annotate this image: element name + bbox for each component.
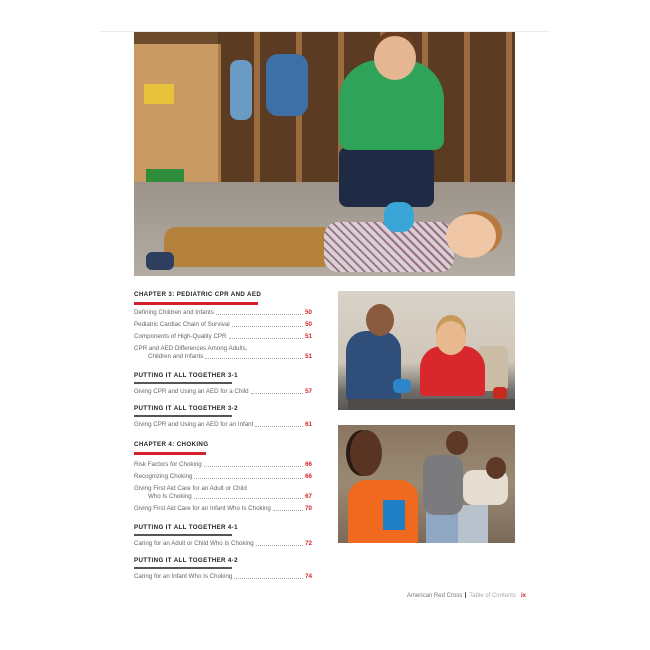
toc-entry[interactable]: Giving First Aid Care for an Infant Who Is Choking 70 <box>134 505 312 512</box>
toc-chapter-3 <box>134 291 312 305</box>
toc-entry[interactable]: Giving CPR and Using an AED for a Child 57 <box>134 388 312 395</box>
chapter-heading: CHAPTER 3: PEDIATRIC CPR AND AED <box>134 291 262 298</box>
chapter-heading: CHAPTER 4: CHOKING <box>134 441 209 448</box>
section-heading: PUTTING IT ALL TOGETHER 3-1 <box>134 372 238 379</box>
chapter-underline <box>134 302 258 305</box>
page-footer <box>362 592 526 599</box>
page-number: 67 <box>305 493 312 500</box>
toc-chapter-4 <box>134 441 312 455</box>
toc-pit-3-1 <box>134 372 312 384</box>
photo-cpr-child <box>134 32 515 276</box>
page-number: 74 <box>305 573 312 580</box>
toc-entry[interactable]: Components of High-Quality CPR 51 <box>134 333 312 340</box>
toc-entry[interactable]: CPR and AED Differences Among Adults, Children and Infants 51 <box>134 345 312 360</box>
page-number: 61 <box>305 421 312 428</box>
toc-pit-4-2 <box>134 557 312 569</box>
toc-entry[interactable]: Giving CPR and Using an AED for an Infant 61 <box>134 421 312 428</box>
page-number: 50 <box>305 321 312 328</box>
page-number: 66 <box>305 473 312 480</box>
toc-pit-4-1 <box>134 524 312 536</box>
page-number: 57 <box>305 388 312 395</box>
chapter-underline <box>134 452 206 455</box>
toc-entry[interactable]: Risk Factors for Choking 66 <box>134 461 312 468</box>
footer-section: Table of Contents <box>469 593 516 599</box>
photo-choking-rescue <box>338 425 515 543</box>
footer-page-number: ix <box>520 593 526 599</box>
toc-entry[interactable]: Pediatric Cardiac Chain of Survival 50 <box>134 321 312 328</box>
photo-aed-conversation <box>338 291 515 410</box>
page-number: 70 <box>305 505 312 512</box>
page-number: 72 <box>305 540 312 547</box>
toc-entry[interactable]: Recognizing Choking 66 <box>134 473 312 480</box>
toc-entry[interactable]: Caring for an Adult or Child Who Is Choking 72 <box>134 540 312 547</box>
page-number: 50 <box>305 309 312 316</box>
page-number: 66 <box>305 461 312 468</box>
toc-chapter-3-entries <box>134 309 312 361</box>
footer-publisher: American Red Cross <box>406 593 463 599</box>
section-heading: PUTTING IT ALL TOGETHER 4-2 <box>134 557 238 564</box>
section-heading: PUTTING IT ALL TOGETHER 4-1 <box>134 524 238 531</box>
toc-chapter-4-entries <box>134 461 312 513</box>
toc-entry[interactable]: Giving First Aid Care for an Adult or Child Who Is Choking 67 <box>134 485 312 500</box>
toc-pit-3-2 <box>134 405 312 417</box>
section-heading: PUTTING IT ALL TOGETHER 3-2 <box>134 405 238 412</box>
toc-entry[interactable]: Defining Children and Infants 50 <box>134 309 312 316</box>
page-number: 51 <box>305 353 312 360</box>
toc-entry[interactable]: Caring for an Infant Who Is Choking 74 <box>134 573 312 580</box>
page-number: 51 <box>305 333 312 340</box>
footer-separator <box>465 592 466 598</box>
